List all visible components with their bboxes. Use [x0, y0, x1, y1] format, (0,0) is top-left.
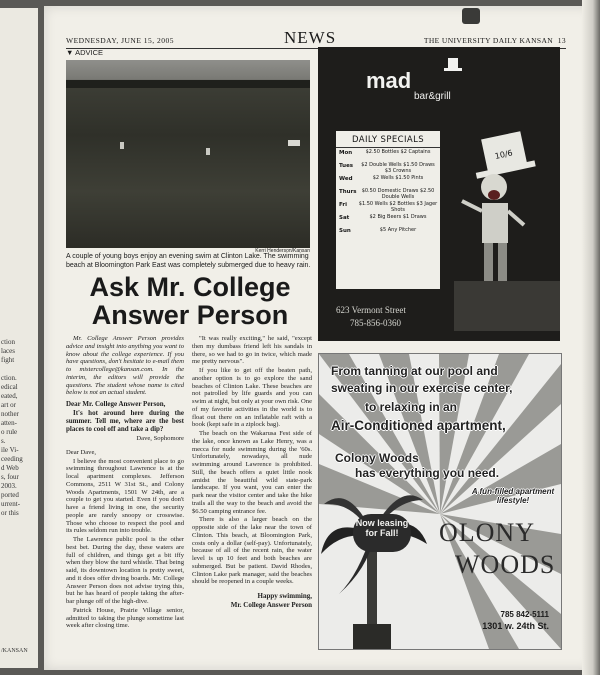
previous-page-fragment: ceeding: [1, 455, 23, 463]
previous-page-fragment: ported: [1, 491, 19, 499]
issue-date: WEDNESDAY, JUNE 15, 2005: [66, 36, 175, 45]
closing-signature: Mr. College Answer Person: [230, 601, 312, 609]
previous-page-footer: /KANSAN: [1, 648, 28, 654]
section-kicker: ▼ ADVICE: [66, 48, 104, 57]
special-day: Fri: [339, 202, 348, 208]
answer-paragraph: If you like to get off the beaten path, another option is to go explore the sand beaches of Clinton Lake. These beaches are not patrolled by life guards and you can swim at night, but only at your own risk. One of my favorite activities in the world is to float out there on an inflatable raft with a book (kept safe in a ziplock bag).: [192, 367, 312, 429]
answer-paragraph: Patrick House, Prairie Village senior, admitted to taking the plunge sometime last week after closing time.: [66, 606, 184, 630]
article-intro: Mr. College Answer Person provides advice and insight into anything you want to know about the college experience. If you have questions, don't hesitate to e-mail them to mistercollege@kansan.com. In the interim, the editors will provide the questions. The student whose name is cited below is not an actual student.: [66, 335, 184, 397]
previous-page-fragment: eated,: [1, 392, 18, 400]
mad-logo: mad: [366, 68, 412, 93]
section-name: NEWS: [284, 28, 337, 47]
paper-name: [424, 36, 566, 45]
colony-logo-line-1: OLONY: [439, 518, 535, 547]
ad-tagline: A fun-filled apartment lifestyle!: [471, 487, 555, 505]
special-day: Sat: [339, 215, 350, 221]
photo-shoreline: [66, 80, 310, 88]
special-day: Sun: [339, 228, 351, 234]
mad-phone: 785-856-0360: [350, 318, 401, 328]
specials-title: DAILY SPECIALS: [336, 135, 440, 148]
binder-clip: [462, 8, 480, 24]
previous-page-fragment: or this: [1, 509, 19, 517]
headline-line-2: Answer Person: [91, 300, 289, 330]
ad-headline-line: Air-Conditioned apartment,: [331, 418, 506, 433]
mad-sublogo: bar&grill: [414, 91, 451, 102]
previous-page-fragment: s, four: [1, 473, 19, 481]
special-deal: $2 Big Beers $1 Draws: [369, 214, 427, 220]
ad-headline-line: to relaxing in an: [365, 400, 458, 414]
palm-tree-illustration: [319, 474, 429, 649]
special-day: Thurs: [339, 189, 357, 195]
special-row: [336, 187, 440, 200]
letter-signoff: Dave, Sophomore: [136, 435, 184, 442]
lake-photo: [66, 60, 310, 248]
special-deal: $2 Wells $1.50 Pints: [372, 175, 424, 181]
colony-address: 1301 w. 24th St.: [482, 621, 549, 631]
photo-credit: Kerri Henderson/Kansan: [255, 248, 310, 254]
mad-hatter-illustration: [454, 131, 560, 331]
special-row: [336, 161, 440, 174]
answer-paragraph: The Lawrence public pool is the other best bet. During the day, these waters are full of children, and things get a bit iffy when they blow the turd whistle. That being said, its downtown location is pretty sweet, and it does offer diving boards. Mr. College Answer Person does not advise trying this, but he has heard of people taking the after-bar plunge off of the high-dive.: [66, 536, 184, 605]
special-deal: $1.50 Wells $2 Bottles $3 Jager Shots: [358, 201, 438, 213]
previous-page-fragment: d Web: [1, 464, 19, 472]
special-day: Tues: [339, 163, 354, 169]
page-number: 13: [557, 36, 566, 45]
special-deal: $0.50 Domestic Draws $2.50 Double Wells: [361, 188, 435, 200]
headline-line-1: Ask Mr. College: [89, 272, 291, 302]
closing-line: Happy swimming,: [257, 592, 312, 600]
previous-page-fragment: nother: [1, 410, 19, 418]
special-deal: $2 Double Wells $1.50 Draws $3 Crowns: [361, 162, 435, 174]
mad-address: 623 Vermont Street: [336, 305, 406, 315]
daily-specials-board: [336, 131, 440, 289]
special-day: Wed: [339, 176, 353, 182]
ad-brand-line: has everything you need.: [355, 466, 500, 480]
previous-page-fragment: edical: [1, 383, 18, 391]
answer-paragraph: The beach on the Wakarusa Fest side of the lake, once known as Lake Henry, was a mecca for nude swimming during the '60s. Unfortunately, nowadays, all nude swimming around Lawrence is prohibited. Still, the beach offers a quiet little nook amidst the beautiful wild state-park landscape. If you want, you can enter the park near the visitor center and take the hike trails all the way to the beach and avoid the $6.50 camping entrance fee.: [192, 430, 312, 515]
previous-page-text: [1, 338, 38, 518]
special-row: [336, 213, 440, 226]
letter-salutation: Dear Mr. College Answer Person,: [66, 400, 166, 408]
previous-page-fragment: s.: [1, 437, 6, 445]
letter-question: It's hot around here during the summer. Tell me, where are the best places to cool off and take a dip?: [66, 409, 184, 433]
previous-page-fragment: [1, 365, 38, 374]
previous-page-fragment: laces: [1, 347, 15, 355]
article-headline: [66, 273, 314, 329]
special-row: [336, 200, 440, 213]
ad-headline-line: From tanning at our pool and: [331, 364, 498, 378]
colony-phone: 785 842-5111: [500, 610, 549, 619]
ad-brand-line: Colony Woods: [335, 451, 419, 465]
special-row: [336, 174, 440, 187]
special-day: Mon: [339, 150, 353, 156]
hat-tag: 10/6: [494, 148, 514, 161]
previous-page-fragment: fight: [1, 356, 15, 364]
answer-greeting: Dear Dave,: [66, 448, 97, 456]
previous-page-fragment: art or: [1, 401, 16, 409]
previous-page-fragment: ction.: [1, 374, 17, 382]
photo-caption: A couple of young boys enjoy an evening swim at Clinton Lake. The swimming beach at Bloomington Park East was completely submerged due to heavy rain.: [66, 253, 311, 269]
previous-page-fragment: atten-: [1, 419, 17, 427]
now-leasing-badge: Now leasing for Fall!: [353, 514, 411, 552]
masthead: [66, 28, 566, 49]
previous-page-fragment: ile Vi-: [1, 446, 19, 454]
article-column-2: [192, 335, 312, 610]
photo-swimmer: [206, 148, 210, 155]
photo-sign: [288, 140, 300, 146]
paper-title: THE UNIVERSITY DAILY KANSAN: [423, 36, 554, 45]
previous-page-fragment: ction: [1, 338, 15, 346]
colony-logo-line-2: WOODS: [455, 550, 556, 579]
special-deal: $2.50 Bottles $2 Captains: [365, 149, 431, 155]
answer-paragraph: There is also a larger beach on the opposite side of the lake near the town of Clinton. This beach, at Bloomington Park, costs only a dollar (self-pay). Unfortunately, because of all of the recent rain, the water level is up 10 feet and both beaches are submerged. But be patient. David Rhodes, Clinton Lake park manager, said the beaches should be reopened in a couple weeks.: [192, 516, 312, 586]
answer-paragraph: "It was really exciting," he said, "except then my dumbass friend left his sandals in there, so we had to go in twice, which made me pretty nervous".: [192, 335, 312, 366]
article-column-1: [66, 335, 184, 631]
previous-page-fragment: 2003.: [1, 482, 17, 490]
previous-page-fragment: urrent-: [1, 500, 21, 508]
top-hat-icon: [444, 58, 462, 72]
special-deal: $5 Any Pitcher: [379, 227, 417, 233]
answer-paragraph: I believe the most convenient place to go swimming throughout Lawrence is at the local apartment complexes. Jefferson Commons, 2511 W 31st St., and Colony Woods Apartments, 1501 W 24th, are a couple to get you started. Even if you don't have a friend living in one, the security people are rarely snoopy or crosswise. Those who choose to respect the pool and its rules seldom run into trouble.: [66, 457, 184, 535]
colony-woods-ad: [318, 353, 562, 650]
special-row: [336, 148, 440, 161]
special-row: [336, 226, 440, 239]
photo-swimmer: [120, 142, 124, 149]
mad-bar-grill-ad: [318, 47, 560, 341]
previous-page-fragment: o rule: [1, 428, 18, 436]
ad-headline-line: sweating in our exercise center,: [331, 381, 513, 395]
page-fold: [582, 0, 600, 675]
previous-page-edge: [0, 8, 38, 668]
